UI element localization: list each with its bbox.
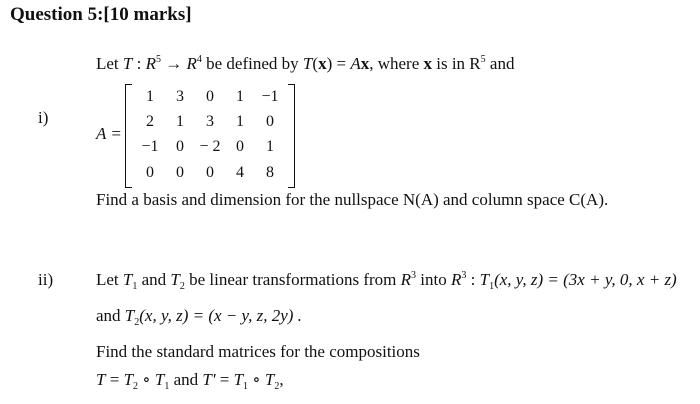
- matrix-cell: 0: [266, 113, 274, 130]
- matrix-left-bracket: [125, 84, 132, 188]
- matrix-cell: 3: [206, 113, 214, 130]
- matrix-cell: 1: [236, 88, 244, 105]
- matrix-row: [135, 110, 285, 134]
- matrix-row: [135, 161, 285, 185]
- matrix-cell: − 2: [199, 138, 221, 155]
- question-title: Question 5:[10 marks]: [10, 4, 192, 25]
- part-ii-line2: and $T_2(x$, y, z) = (x − y, z, 2y) .: [96, 306, 302, 328]
- part-ii-line1: Let $T_1$ and $T_2$ be linear transformations from $R^3$ into $R^3$ : $T_1(x$, y, z) = (3x + y, 0, x + z): [96, 270, 677, 292]
- matrix-cell: 0: [206, 164, 214, 181]
- matrix-cell: 0: [146, 164, 154, 181]
- matrix-cell: 1: [266, 138, 274, 155]
- part-ii-line4: $T = T_2$ ∘ $T_1$ and $T' = T_1$ ∘ $T_2$,: [96, 370, 284, 392]
- matrix-cell: 0: [176, 164, 184, 181]
- matrix-cell: 2: [146, 113, 154, 130]
- part-i-intro: Let T : $R^5 \to R^4$ be defined by T(x) = Ax, where x is in $R^5$ and: [96, 54, 515, 73]
- matrix-row: [135, 85, 285, 109]
- matrix-cell: 0: [176, 138, 184, 155]
- part-ii-label: ii): [38, 270, 54, 289]
- part-ii-line3: Find the standard matrices for the compositions: [96, 342, 420, 361]
- matrix-cell: 0: [236, 138, 244, 155]
- matrix-a: [125, 84, 295, 188]
- matrix-cell: 0: [206, 88, 214, 105]
- matrix-cell: 3: [176, 88, 184, 105]
- part-i-label: i): [38, 108, 49, 127]
- matrix-cell: 1: [236, 113, 244, 130]
- matrix-cell: 4: [236, 164, 244, 181]
- matrix-row: [135, 135, 285, 159]
- matrix-cell: 1: [146, 88, 154, 105]
- matrix-label: A =: [96, 124, 122, 143]
- matrix-cell: 1: [176, 113, 184, 130]
- matrix-cell: −1: [141, 138, 159, 155]
- part-i-task: Find a basis and dimension for the nullspace N(A) and column space C(A).: [96, 190, 609, 209]
- matrix-cell: 8: [266, 164, 274, 181]
- matrix-right-bracket: [288, 84, 295, 188]
- matrix-cell: −1: [261, 88, 279, 105]
